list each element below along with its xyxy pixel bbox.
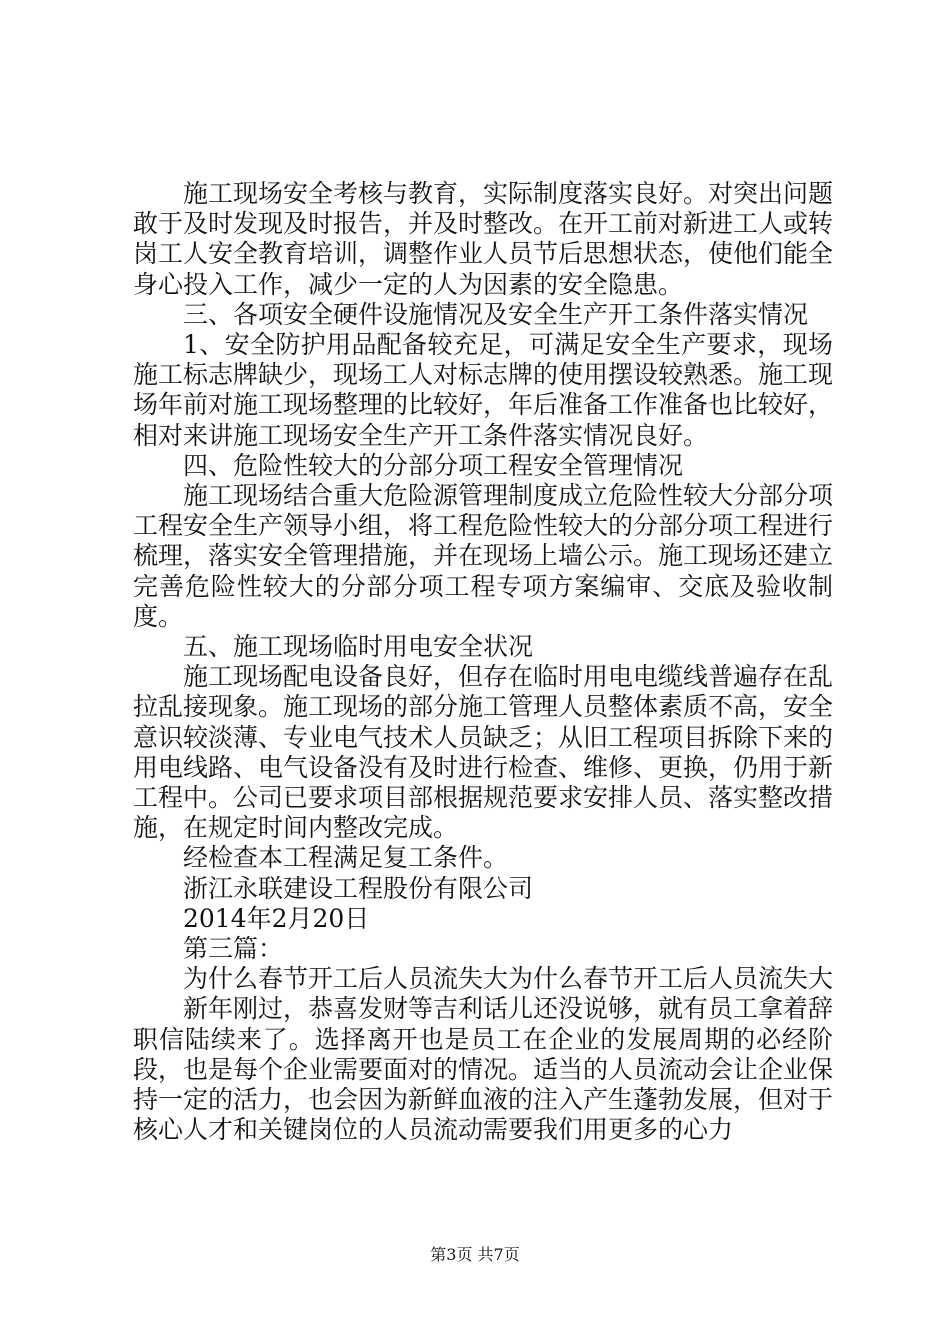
paragraph-temporary-electricity: 施工现场配电设备良好，但存在临时用电电缆线普遍存在乱拉乱接现象。施工现场的部分施工管理人员整体素质不高，安全意识较淡薄、专业电气技术人员缺乏；从旧工程项目拆除下来的用电线路、电气设备没有及时进行检查、维修、更换，仍用于新工程中。公司已要求项目部根据规范要求安排人员、落实整改措施，在规定时间内整改完成。 (133, 662, 834, 843)
paragraph-safety-assessment: 施工现场安全考核与教育，实际制度落实良好。对突出问题敢于及时发现及时报告，并及时整改。在开工前对新进工人或转岗工人安全教育培训，调整作业人员节后思想状态，使他们能全身心投入工作，减少一定的人为因素的安全隐患。 (133, 179, 834, 299)
paragraph-new-year-resignations: 新年刚过，恭喜发财等吉利话儿还没说够，就有员工拿着辞职信陆续来了。选择离开也是员工在企业的发展周期的必经阶段，也是每个企业需要面对的情况。适当的人员流动会让企业保持一定的活力，也会因为新鲜血液的注入产生蓬勃发展，但对于核心人才和关键岗位的人员流动需要我们用更多的心力 (133, 994, 834, 1145)
document-body (133, 179, 833, 1146)
heading-section-5: 五、施工现场临时用电安全状况 (183, 632, 534, 662)
paragraph-conclusion: 经检查本工程满足复工条件。 (183, 843, 509, 873)
heading-section-4: 四、危险性较大的分部分项工程安全管理情况 (183, 450, 684, 480)
article-title: 为什么春节开工后人员流失大为什么春节开工后人员流失大 (183, 964, 834, 994)
company-name: 浙江永联建设工程股份有限公司 (183, 873, 534, 903)
paragraph-protective-equipment: 1、安全防护用品配备较充足，可满足安全生产要求，现场施工标志牌缺少，现场工人对标志牌的使用摆设较熟悉。施工现场年前对施工现场整理的比较好，年后准备工作准备也比较好，相对来讲施工现场安全生产开工条件落实情况良好。 (133, 330, 834, 450)
page-footer: 第3页 共7页 (430, 1245, 520, 1264)
paragraph-hazard-management: 施工现场结合重大危险源管理制度成立危险性较大分部分项工程安全生产领导小组，将工程危险性较大的分部分项工程进行梳理，落实安全管理措施，并在现场上墙公示。施工现场还建立完善危险性较大的分部分项工程专项方案编审、交底及验收制度。 (133, 481, 834, 631)
part-three-label: 第三篇： (183, 934, 284, 964)
document-date: 2014年2月20日 (183, 903, 370, 933)
heading-section-3: 三、各项安全硬件设施情况及安全生产开工条件落实情况 (183, 299, 809, 329)
